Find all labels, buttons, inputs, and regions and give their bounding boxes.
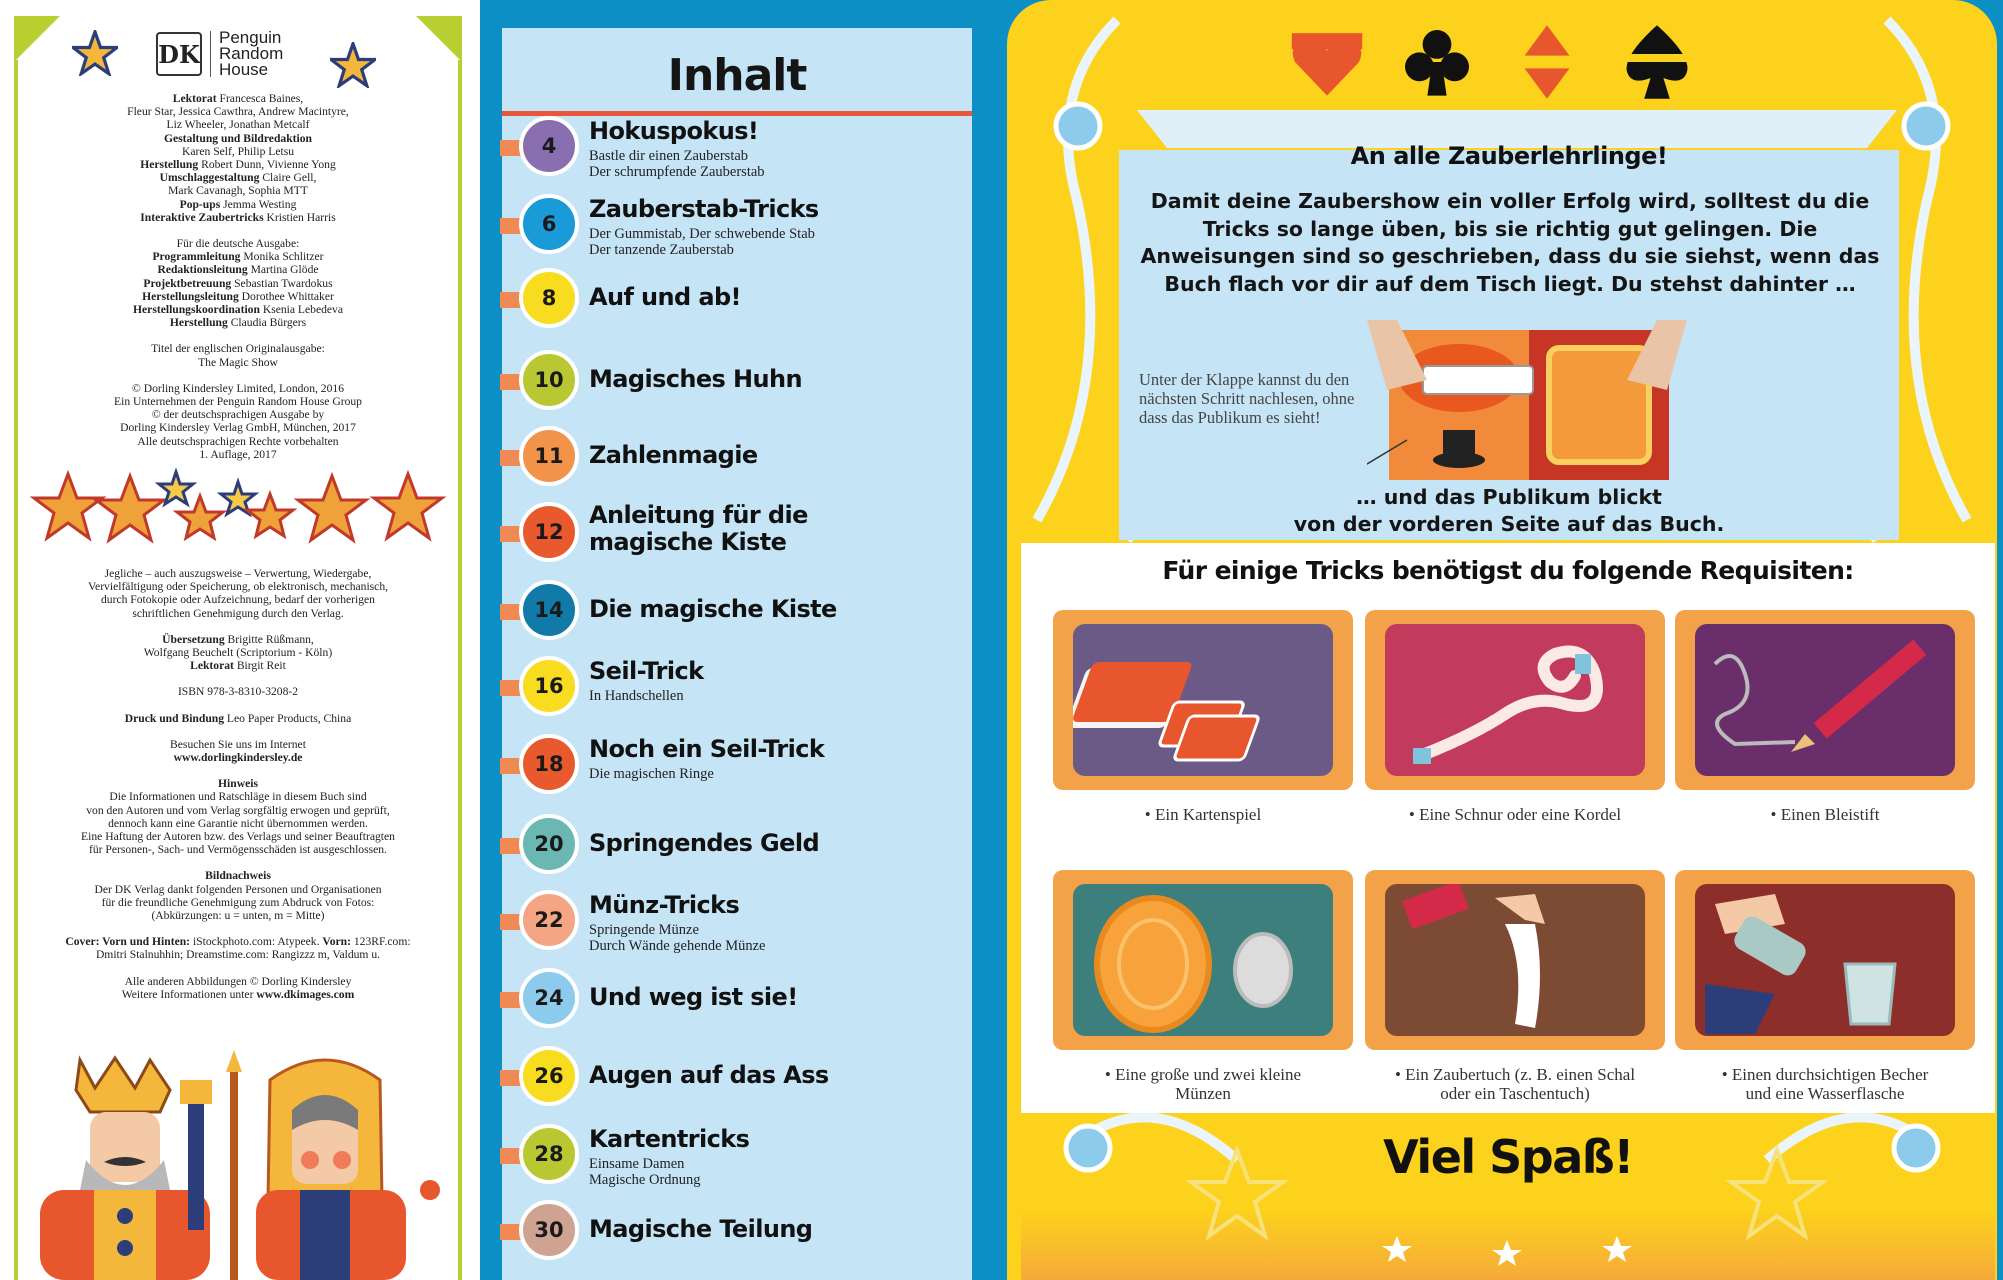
- toc-title: Hokuspokus!: [589, 117, 759, 145]
- contents-title: Inhalt: [667, 50, 807, 101]
- isbn: ISBN 978-3-8310-3208-2: [177, 685, 299, 699]
- toc-entry[interactable]: [480, 890, 1007, 960]
- toc-subtitle: Springende Münze: [589, 922, 699, 938]
- toc-title: Noch ein Seil-Trick: [589, 735, 825, 763]
- intro-footer: … und das Publikum blickt von der vorderen Seite auf das Buch.: [1293, 485, 1725, 536]
- intro-page: [1007, 0, 2003, 1280]
- toc-title: Münz-Tricks: [589, 891, 740, 919]
- spade-icon: [1617, 22, 1697, 102]
- contents-page: [480, 0, 1007, 1280]
- page-number-badge: 26: [519, 1046, 579, 1106]
- page-number-badge: 14: [519, 580, 579, 640]
- star-icon: [34, 474, 102, 538]
- page-number-badge: 24: [519, 968, 579, 1028]
- toc-subtitle: Der Gummistab, Der schwebende Stab: [589, 226, 815, 242]
- prop-label: und eine Wasserflasche: [1745, 1084, 1905, 1103]
- prop-illustration: [1385, 884, 1645, 1036]
- toc-entry[interactable]: [480, 350, 1007, 420]
- imprint-column: [0, 0, 470, 1280]
- prop-illustration: [1073, 624, 1333, 776]
- toc-title: Zahlenmagie: [589, 441, 758, 469]
- star-icon: [330, 42, 376, 88]
- toc-entry[interactable]: [480, 968, 1007, 1038]
- star-row: [30, 468, 450, 552]
- prop-illustration: [1695, 884, 1955, 1036]
- prop-card: [1053, 610, 1353, 790]
- toc-entry[interactable]: [480, 116, 1007, 186]
- intro-heading: An alle Zauberlehrlinge!: [1350, 142, 1668, 170]
- star-icon: [1382, 1236, 1412, 1262]
- credits-block: Lektorat Francesca Baines, Fleur Star, Jessica Cawthra, Andrew Macintyre, Liz Wheeler, Jonathan Metcalf Gestaltung und Bildredaktion Karen Self, Philip Letsu Herstellung Robert Dunn, Vivienne Yong Umschlaggestaltung Claire Gell, Mark Cavanagh, Sophia MTT Pop-ups Jemma Westing Interaktive Zaubertricks Kristien Harris Für die deutsche Ausgabe: Programmleitung Monika Schlitzer Redaktionsleitung Martina Glöde Projektbetreuung Sebastian Twardokus Herstellungsleitung Dorothee Whittaker Herstellungskoordination Ksenia Lebedeva Herstellung Claudia Bürgers Titel der englischen Originalausgabe: The Magic Show © Dorling Kindersley Limited, London, 2016 Ein Unternehmen der Penguin Random House Group © der deutschsprachigen Ausgabe by Dorling Kindersley Verlag GmbH, München, 2017 Alle deutschsprachigen Rechte vorbehalten 1. Auflage, 2017: [114, 92, 362, 461]
- toc-subtitle: Bastle dir einen Zauberstab: [589, 148, 749, 164]
- page-number-badge: 18: [519, 734, 579, 794]
- corner-decoration: [416, 16, 462, 62]
- prop-label: oder ein Taschentuch): [1440, 1084, 1590, 1103]
- prop-illustration: [1073, 884, 1333, 1036]
- magic-book-illustration: [1367, 320, 1687, 480]
- toc-title: Und weg ist sie!: [589, 983, 798, 1011]
- website-link[interactable]: www.dorlingkindersley.de: [173, 751, 303, 765]
- page-number-badge: 30: [519, 1200, 579, 1260]
- toc-subtitle: Der schrumpfende Zauberstab: [589, 164, 765, 180]
- flap-note: Unter der Klappe kannst du den nächsten Schritt nachlesen, ohne dass das Publikum es sieht!: [1139, 370, 1355, 427]
- king-icon: [40, 1058, 212, 1280]
- prop-illustration: [1695, 624, 1955, 776]
- prop-label: • Einen durchsichtigen Becher: [1721, 1065, 1929, 1084]
- toc-title: Springendes Geld: [589, 829, 820, 857]
- page-number-badge: 16: [519, 656, 579, 716]
- star-icon: [298, 476, 366, 540]
- diamond-icon: [1507, 22, 1587, 102]
- page-number-badge: 4: [519, 116, 579, 176]
- toc-subtitle: Der tanzende Zauberstab: [589, 242, 734, 258]
- toc-entry[interactable]: [480, 1046, 1007, 1116]
- toc-title: Kartentricks: [589, 1125, 750, 1153]
- prop-card: [1053, 870, 1353, 1050]
- toc-entry[interactable]: [480, 580, 1007, 650]
- toc-entry[interactable]: [480, 268, 1007, 338]
- star-icon: [1492, 1240, 1522, 1266]
- toc-entry[interactable]: [480, 814, 1007, 884]
- toc-entry[interactable]: [480, 656, 1007, 726]
- toc-title: Auf und ab!: [589, 283, 741, 311]
- toc-title: Magisches Huhn: [589, 365, 802, 393]
- prop-illustration: [1385, 624, 1645, 776]
- prop-label: • Ein Kartenspiel: [1144, 805, 1262, 824]
- prop-label: • Eine Schnur oder eine Kordel: [1408, 805, 1622, 824]
- queen-icon: [226, 1050, 440, 1280]
- toc-entry[interactable]: [480, 1124, 1007, 1194]
- prop-card: [1675, 610, 1975, 790]
- prop-label: • Einen Bleistift: [1770, 805, 1880, 824]
- page-number-badge: 20: [519, 814, 579, 874]
- prop-label: • Ein Zaubertuch (z. B. einen Schal: [1394, 1065, 1636, 1084]
- page-number-badge: 10: [519, 350, 579, 410]
- star-icon: [374, 474, 442, 538]
- page-number-badge: 11: [519, 426, 579, 486]
- cup-and-bottle-icon: [1695, 884, 1955, 1036]
- prop-card: [1365, 610, 1665, 790]
- page-number-badge: 12: [519, 502, 579, 562]
- finale-heading: Viel Spaß!: [1383, 1130, 1633, 1184]
- page-number-badge: 22: [519, 890, 579, 950]
- logo-divider: [210, 31, 211, 77]
- heart-icon: [1287, 22, 1367, 102]
- star-icon: [1602, 1236, 1632, 1262]
- rights-block: Jegliche – auch auszugsweise – Verwertung, Wiedergabe, Vervielfältigung oder Speicherung, ob elektronisch, mechanisch, durch Fotokopie oder Aufzeichnung, bedarf der vorherigen schriftlichen Genehmigung durch den Verlag. Übersetzung Brigitte Rüßmann, Wolfgang Beuchelt (Scriptorium - Köln) Lektorat Birgit Reit ISBN 978-3-8310-3208-2 Druck und Bindung Leo Paper Products, China Besuchen Sie uns im Internet www.dorlingkindersley.de Hinweis Die Informationen und Ratschläge in diesem Buch sind von den Autoren und vom Verlag sorgfältig erwogen und geprüft, dennoch kann eine Garantie nicht übernommen werden. Eine Haftung der Autoren bzw. des Verlags und seiner Beauftragten für Personen-, Sach- und Vermögensschäden ist ausgeschlossen. Bildnachweis Der DK Verlag dankt folgenden Personen und Organisationen für die freundliche Genehmigung zum Abdruck von Fotos: (Abkürzungen: u = unten, m = Mitte) Cover: Vorn und Hinten: iStockphoto.com: Atypeek. Vorn: 123RF.com: Dmitri Stalnuhhin; Dreamstime.com: Rangizzz m, Valdum u. Alle anderen Abbildungen © Dorling Kindersley Weitere Informationen unter www.dkimages.com: [20, 567, 456, 1001]
- toc-title: Zauberstab-Tricks: [589, 195, 819, 223]
- dkimages-link[interactable]: www.dkimages.com: [256, 987, 355, 1001]
- coins-icon: [1073, 884, 1333, 1036]
- toc-entry[interactable]: [480, 502, 1007, 572]
- star-icon: [247, 494, 293, 536]
- star-icon: [72, 30, 118, 76]
- toc-subtitle: Durch Wände gehende Münze: [589, 938, 766, 954]
- dk-logo: DK: [156, 32, 202, 76]
- card-suits: [1287, 22, 1707, 102]
- corner-decoration: [14, 16, 60, 62]
- toc-entry[interactable]: [480, 194, 1007, 264]
- pencil-icon: [1695, 624, 1955, 776]
- prop-label: • Eine große und zwei kleine: [1104, 1065, 1302, 1084]
- toc-title: Anleitung für die magische Kiste: [589, 501, 808, 556]
- toc-subtitle: Magische Ordnung: [589, 1172, 701, 1188]
- toc-title: Die magische Kiste: [589, 595, 837, 623]
- prop-card: [1675, 870, 1975, 1050]
- border-line: [14, 60, 18, 1280]
- toc-entry[interactable]: [480, 734, 1007, 804]
- prop-card: [1365, 870, 1665, 1050]
- handkerchief-icon: [1385, 884, 1645, 1036]
- page-number-badge: 28: [519, 1124, 579, 1184]
- penguin-random-house-logo: Penguin Random House: [219, 28, 284, 79]
- star-icon: [96, 476, 164, 540]
- toc-entry[interactable]: [480, 1200, 1007, 1270]
- king-and-queen-illustration: [20, 1040, 460, 1280]
- props-heading: Für einige Tricks benötigst du folgende Requisiten:: [1162, 556, 1854, 585]
- club-icon: [1397, 22, 1477, 102]
- rope-icon: [1385, 624, 1645, 776]
- cards-icon: [1073, 624, 1333, 776]
- toc-subtitle: Die magischen Ringe: [589, 766, 714, 782]
- page-number-badge: 6: [519, 194, 579, 254]
- prop-label: Münzen: [1175, 1084, 1231, 1103]
- toc-title: Seil-Trick: [589, 657, 704, 685]
- toc-subtitle: Einsame Damen: [589, 1156, 685, 1172]
- toc-subtitle: In Handschellen: [589, 688, 684, 704]
- intro-text: Damit deine Zaubershow ein voller Erfolg wird, solltest du die Tricks so lange üben, bis sie richtig gut gelingen. Die Anweisungen sind so geschrieben, dass du sie siehst, wenn das Buch flach vor dir auf dem Tisch liegt. Du stehst dahinter …: [1140, 189, 1880, 296]
- toc-entry[interactable]: [480, 426, 1007, 496]
- page-number-badge: 8: [519, 268, 579, 328]
- toc-title: Augen auf das Ass: [589, 1061, 829, 1089]
- toc-title: Magische Teilung: [589, 1215, 813, 1243]
- publisher-logo: [156, 28, 336, 80]
